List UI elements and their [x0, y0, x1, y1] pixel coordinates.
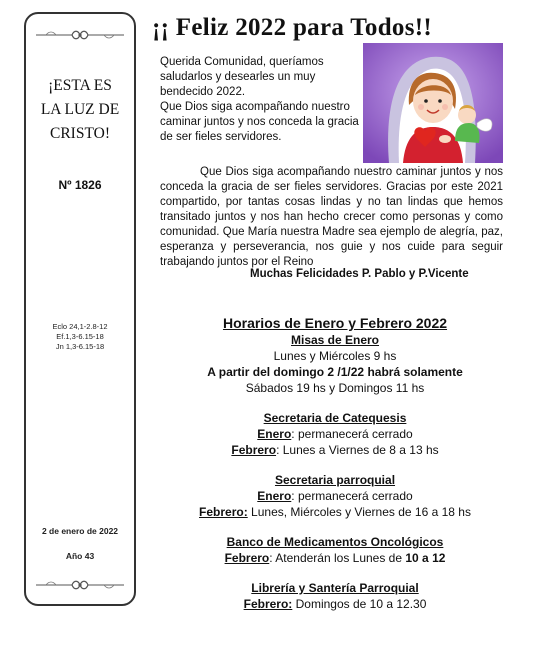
catequesis-heading: Secretaria de Catequesis	[263, 411, 407, 425]
reading-item: Ef.1,3-6.15-18	[56, 332, 104, 341]
medicamentos-febrero	[160, 550, 510, 566]
intro-greeting: Querida Comunidad, queríamos saludarlos y desearles un muy bendecido 2022.	[160, 56, 324, 98]
sidebar-headline	[26, 74, 134, 146]
month-label: Febrero	[231, 443, 277, 457]
schedule-block-catequesis	[160, 410, 510, 458]
libreria-heading: Librería y Santería Parroquial	[251, 581, 419, 595]
issue-number: Nº 1826	[58, 178, 102, 192]
month-text: Domingos de 10 a 12.30	[292, 597, 427, 611]
libreria-febrero	[160, 596, 510, 612]
catequesis-febrero	[160, 442, 510, 458]
month-text: : Atenderán los Lunes de	[269, 551, 406, 565]
month-text: : permanecerá cerrado	[291, 489, 413, 503]
sidebar-panel	[24, 12, 136, 606]
reading-item: Eclo 24,1-2.8-12	[52, 322, 108, 331]
ornament-divider-icon	[34, 28, 126, 42]
issue-date: 2 de enero de 2022	[41, 526, 119, 536]
misas-line: Sábados 19 hs y Domingos 11 hs	[245, 381, 425, 395]
month-label: Enero	[257, 427, 292, 441]
reading-item: Jn 1,3-6.15-18	[55, 342, 105, 351]
medicamentos-heading: Banco de Medicamentos Oncológicos	[226, 535, 444, 549]
month-label: Febrero	[224, 551, 270, 565]
misas-heading: Misas de Enero	[290, 333, 380, 347]
month-text: : Lunes a Viernes de 8 a 13 hs	[276, 443, 439, 457]
sidebar-headline-line: CRISTO!	[49, 125, 110, 142]
virgin-mary-and-child-illustration-icon	[363, 43, 503, 163]
schedule-block-medicamentos	[160, 534, 510, 566]
issue-year: Año 43	[65, 551, 95, 561]
schedule-block-parroquial	[160, 472, 510, 520]
intro-wish: Que Dios siga acompañando nuestro caminar juntos y nos conceda la gracia de ser fieles servidores.	[160, 101, 359, 143]
month-label: Enero	[257, 489, 292, 503]
month-text: Lunes, Miércoles y Viernes de 16 a 18 hs	[247, 505, 471, 519]
misas-line: Lunes y Miércoles 9 hs	[273, 349, 397, 363]
parroquial-heading: Secretaria parroquial	[274, 473, 396, 487]
schedule-block-misas	[160, 314, 510, 396]
month-label: Febrero:	[243, 597, 293, 611]
month-text: : permanecerá cerrado	[291, 427, 413, 441]
parroquial-febrero	[160, 504, 510, 520]
bible-readings	[26, 322, 134, 352]
misas-line: A partir del domingo 2 /1/22 habrá solamente	[207, 365, 463, 379]
parroquial-enero	[160, 488, 510, 504]
sidebar-headline-line: LA LUZ DE	[40, 101, 120, 118]
month-label: Febrero:	[199, 505, 248, 519]
signature: Muchas Felicidades P. Pablo y P.Vicente	[250, 268, 469, 280]
hours-bold: 10 a 12	[405, 551, 446, 565]
page-title: ¡¡ Feliz 2022 para Todos!!	[152, 14, 433, 41]
intro-text	[160, 55, 370, 145]
message-paragraph: Que Dios siga acompañando nuestro caminar juntos y nos conceda la gracia de ser fieles servidores. Gracias por este 2021 compartido, por tantas cosas lindas y no tan lindas que hemos transitado juntos y nos han hecho crecer como personas y como comunidad. Que María nuestra Madre sea ejemplo de alegría, paz, esperanza y perseverancia, nos guie y nos cuide para seguir trabajando juntos por el Reino	[160, 166, 503, 268]
schedule-section	[160, 314, 510, 612]
schedule-block-libreria	[160, 580, 510, 612]
message-body	[160, 165, 503, 270]
catequesis-enero	[160, 426, 510, 442]
sidebar-headline-line: ¡ESTA ES	[48, 77, 112, 94]
schedule-title: Horarios de Enero y Febrero 2022	[222, 315, 448, 331]
ornament-divider-icon	[34, 578, 126, 592]
